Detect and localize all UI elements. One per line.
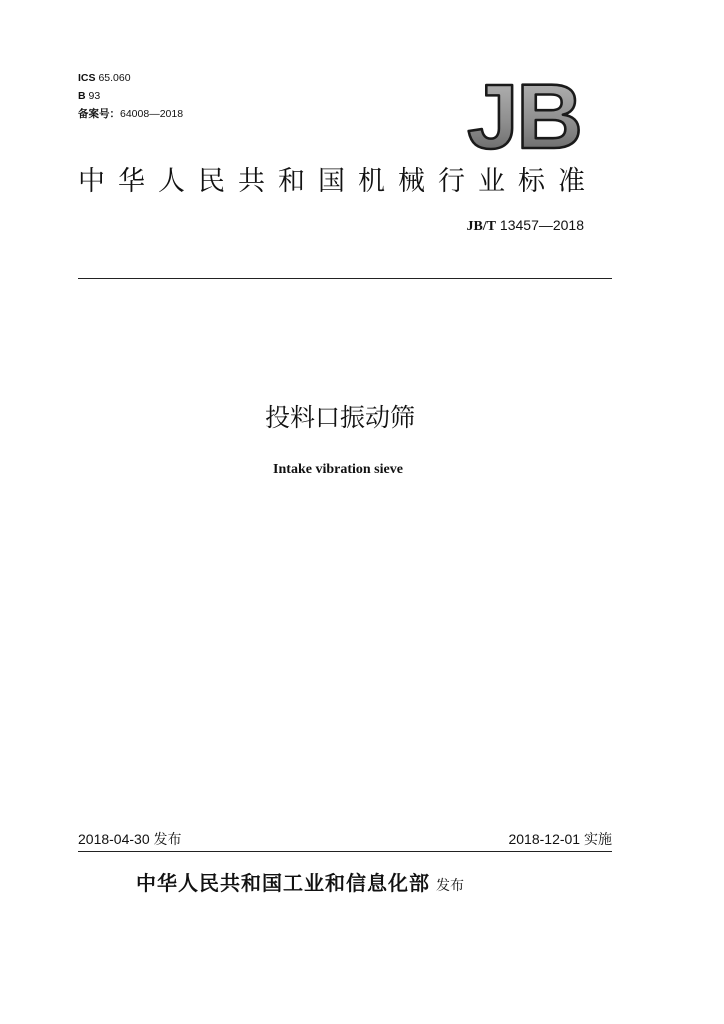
classification-code xyxy=(78,90,100,103)
registration-label: 备案号： xyxy=(78,108,120,120)
header-divider xyxy=(78,278,612,279)
jb-logo xyxy=(458,74,588,154)
ics-value: 65.060 xyxy=(98,72,131,84)
classification-value: 93 xyxy=(88,90,101,102)
issuer-suffix: 发布 xyxy=(436,878,464,894)
ics-label: ICS xyxy=(78,72,96,84)
standard-code-number: 13457—2018 xyxy=(499,217,584,233)
issue-date-value: 2018-04-30 xyxy=(78,831,150,847)
standard-code xyxy=(466,216,584,236)
classification-label: B xyxy=(78,90,86,102)
registration-number xyxy=(78,108,183,121)
implementation-date-label: 实施 xyxy=(584,832,612,848)
issuing-authority xyxy=(136,868,464,901)
issue-date xyxy=(78,830,182,849)
document-title-cn: 投料口振动筛 xyxy=(264,403,415,432)
issue-date-label: 发布 xyxy=(153,832,182,848)
ics-code xyxy=(78,72,131,85)
implementation-date xyxy=(508,830,612,849)
footer-divider xyxy=(78,851,612,852)
issuer-name: 中华人民共和国工业和信息化部 xyxy=(136,871,430,895)
implementation-date-value: 2018-12-01 xyxy=(508,831,581,847)
standard-code-prefix: JB/T xyxy=(466,219,497,234)
registration-value: 64008—2018 xyxy=(120,108,184,120)
document-title-en: Intake vibration sieve xyxy=(273,462,403,477)
industry-standard-title: 中华人民共和国机械行业标准 xyxy=(78,166,598,197)
svg-text:JB: JB xyxy=(467,74,581,154)
